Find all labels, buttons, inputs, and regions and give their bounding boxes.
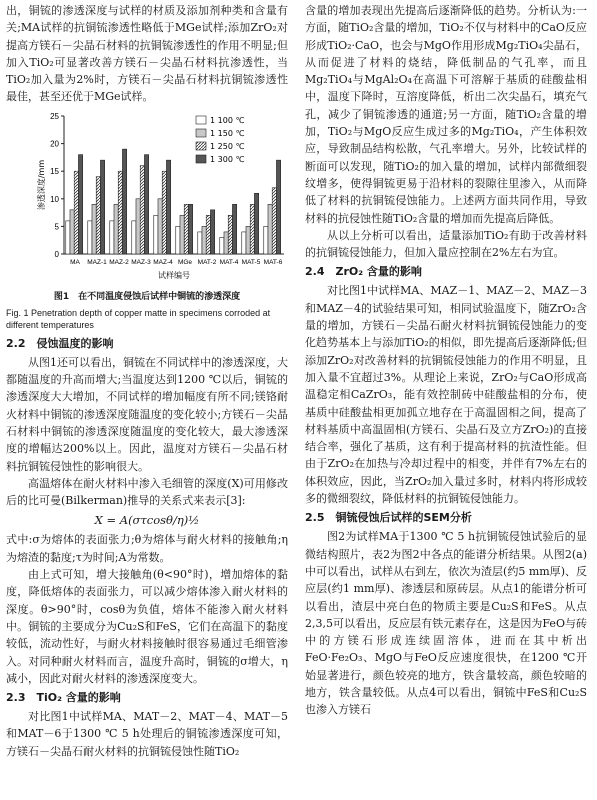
bar bbox=[220, 237, 224, 254]
bar bbox=[70, 210, 74, 254]
bar bbox=[154, 215, 158, 254]
bar bbox=[224, 232, 228, 254]
bar bbox=[184, 204, 188, 254]
bar bbox=[228, 215, 232, 254]
left-column bbox=[6, 2, 288, 760]
y-tick-label: 0 bbox=[54, 249, 59, 259]
bar bbox=[242, 232, 246, 254]
x-tick-label: MAT-4 bbox=[219, 258, 239, 266]
left-paragraph-3: 高温熔体在耐火材料中渗入毛细管的深度(X)可用修改后的比可曼(Bilkerman)推导的关系式来表示[3]: bbox=[6, 476, 288, 508]
bar bbox=[162, 171, 166, 254]
bar bbox=[180, 215, 184, 254]
section-heading-2-2: 2.2 侵蚀温度的影响 bbox=[6, 336, 114, 350]
right-column bbox=[305, 2, 587, 719]
bar bbox=[246, 226, 250, 254]
y-tick-label: 20 bbox=[50, 139, 59, 149]
bar bbox=[122, 149, 126, 254]
x-tick-label: MAT-6 bbox=[263, 258, 283, 266]
bar bbox=[198, 232, 202, 254]
x-tick-label: MAZ-2 bbox=[109, 258, 129, 266]
y-tick-label: 5 bbox=[54, 222, 59, 232]
bar bbox=[210, 210, 214, 254]
capillary-formula: X = A(στcosθ/η)½ bbox=[94, 513, 200, 528]
bar bbox=[188, 204, 192, 254]
bar bbox=[74, 171, 78, 254]
bar bbox=[202, 226, 206, 254]
bar bbox=[206, 215, 210, 254]
right-paragraph-1: 含量的增加表现出先提高后逐渐降低的趋势。分析认为:一方面，随TiO₂含量的增加，TiO₂不仅与材料中的CaO反应形成TiO₂·CaO，也会与MgO作用形成Mg₂TiO₄尖晶石，从而促进了材料的烧结，降低制品的气孔率，而且Mg₂TiO₄与MgAl₂O₄在高温下可溶解于基质的硅酸盐相中，温度下降时，互溶度降低，析出二次尖晶石，填充气孔，减少了铜锍渗透的通道;另一方面，随TiO₂含量的增加，TiO₂与MgO反应生成过多的Mg₂TiO₄，产生体积效应，导致制品结构松散，气孔率增大。另外，比较试样的断面可以发现，随TiO₂的加入量的增加，试样内部微细裂纹增多，使得铜锍更易于沿材料的裂隙往里渗入，从而降低了材料的抗铜锍侵蚀能力。上述两方面共同作用，导致材料的抗侵蚀性随TiO₂含量的增加而先提高后降低。 bbox=[305, 4, 587, 225]
x-axis-label: 试样编号 bbox=[158, 270, 190, 280]
legend-swatch bbox=[196, 155, 206, 163]
x-tick-label: MAT-5 bbox=[241, 258, 261, 266]
legend-label: 1 300 ℃ bbox=[210, 154, 245, 164]
bar bbox=[232, 204, 236, 254]
bar bbox=[144, 154, 148, 253]
right-paragraph-2: 从以上分析可以看出，适量添加TiO₂有助于改善材料的抗铜锍侵蚀能力，但加入量应控制在2%左右为宜。 bbox=[305, 228, 587, 260]
left-paragraph-1: 出，铜锍的渗透深度与试样的材质及添加剂种类和含量有关;MA试样的抗铜锍渗透性略低于MGe试样;添加ZrO₂对提高方镁石－尖晶石材料的抗铜锍渗透性的作用不明显;但加入TiO₂可显著改善方镁石－尖晶石材料抗渗透性，当TiO₂加入量为2%时，方镁石－尖晶石材料抗铜锍渗透性最佳，甚至还优于MGe试样。 bbox=[6, 4, 288, 104]
bar bbox=[100, 160, 104, 254]
figure-caption-cn: 图1 在不同温度侵蚀后试样中铜锍的渗透深度 bbox=[53, 291, 241, 302]
bar bbox=[118, 171, 122, 254]
bar bbox=[92, 204, 96, 254]
legend-swatch bbox=[196, 129, 206, 137]
penetration-depth-chart bbox=[6, 106, 288, 291]
bar bbox=[132, 221, 136, 254]
bar bbox=[88, 221, 92, 254]
bar bbox=[276, 160, 280, 254]
bar bbox=[140, 165, 144, 253]
bar bbox=[114, 204, 118, 254]
legend-swatch bbox=[196, 116, 206, 124]
legend-label: 1 250 ℃ bbox=[210, 141, 245, 151]
bar bbox=[250, 204, 254, 254]
bar bbox=[254, 193, 258, 254]
bar bbox=[78, 154, 82, 253]
legend-label: 1 150 ℃ bbox=[210, 128, 245, 138]
bar bbox=[136, 199, 140, 254]
bar bbox=[158, 199, 162, 254]
bar bbox=[66, 221, 70, 254]
legend-label: 1 100 ℃ bbox=[210, 115, 245, 125]
y-tick-label: 25 bbox=[50, 111, 59, 121]
bar bbox=[96, 177, 100, 254]
figure-1 bbox=[6, 106, 288, 291]
left-paragraph-4: 式中:σ为熔体的表面张力;θ为熔体与耐火材料的接触角;η为熔渣的黏度;τ为时间;A为常数。 bbox=[6, 533, 288, 564]
figure-caption-en: Fig. 1 Penetration depth of copper matte in specimens corroded at different temperatures bbox=[6, 307, 271, 330]
bar bbox=[176, 226, 180, 254]
left-paragraph-6: 对比图1中试样MA、MAT－2、MAT－4、MAT－5和MAT－6于1300 ℃ 5 h处理后的铜锍渗透深度可知，方镁石－尖晶石耐火材料的抗铜锍侵蚀性随TiO₂ bbox=[6, 710, 288, 758]
left-paragraph-5: 由上式可知，增大接触角(θ<90°时)，增加熔体的黏度，降低熔体的表面张力，可以减少熔体渗入耐火材料的深度。θ>90°时，cosθ为负值，熔体不能渗入耐火材料中。铜锍的主要成分为Cu₂S和FeS，它们在高温下的黏度较低，流动性好，与耐火材料接触时很容易通过毛细管渗入。对同种耐火材料而言，温度升高时，铜锍的σ增大，η减小，因此对耐火材料的渗透深度变大。 bbox=[6, 568, 288, 685]
x-tick-label: MAZ-4 bbox=[153, 258, 173, 266]
y-tick-label: 10 bbox=[50, 194, 59, 204]
x-tick-label: MAZ-1 bbox=[87, 258, 107, 266]
x-tick-label: MGe bbox=[177, 258, 193, 266]
legend-swatch bbox=[196, 142, 206, 150]
section-heading-2-4: 2.4 ZrO₂ 含量的影响 bbox=[305, 265, 422, 279]
x-tick-label: MA bbox=[70, 258, 80, 266]
bar bbox=[110, 221, 114, 254]
section-heading-2-5: 2.5 铜锍侵蚀后试样的SEM分析 bbox=[305, 511, 472, 525]
section-heading-2-3: 2.3 TiO₂ 含量的影响 bbox=[6, 691, 121, 705]
right-paragraph-3: 对比图1中试样MA、MAZ－1、MAZ－2、MAZ－3和MAZ－4的试验结果可知，相同试验温度下，随ZrO₂含量的增加，方镁石－尖晶石耐火材料抗铜锍侵蚀能力的变化趋势基本上与添加TiO₂的相似，即先提高后逐渐降低;但添加ZrO₂对改善材料的抗铜锍侵蚀能力的作用不明显，且加入量不宜超过3%。从理论上来说，ZrO₂与CaO形成高温稳定相CaZrO₃，能有效控制砖中硅酸盐相的分布，使基质中硅酸盐相更加孤立地存在于高温固相之间，提高了材料基质中高温固相(方镁石、尖晶石及立方ZrO₂)的直接结合率，强化了基质，这有利于提高材料的抗渣性能。但由于ZrO₂在加热与冷却过程中的相变，并伴有7%左右的体积效应，因此，当ZrO₂加入量过多时，材料内将形成较多的微细裂纹，降低材料的抗铜锍侵蚀能力。 bbox=[305, 284, 587, 506]
x-tick-label: MAZ-3 bbox=[131, 258, 151, 266]
x-tick-label: MAT-2 bbox=[197, 258, 217, 266]
right-paragraph-4: 图2为试样MA于1300 ℃ 5 h抗铜锍侵蚀试验后的显微结构照片，表2为图2中各点的能谱分析结果。从图2(a)中可以看出，试样从右到左，依次为渣层(约5 mm厚)、反应层(约1 mm厚)、渗透层和原砖层。从点1的能谱分析可以看出，渣层中亮白色的物质主要是Cu₂S和FeS。从点2,3,5可以看出，反应层有铁元素存在，这是因为FeO与砖中的方镁石形成连续固溶体，进而在其中析出FeO·Fe₂O₃、MgO与FeO反应速度很快，在1200 ℃开始显著进行，颜色较亮的地方，铁含量较高，颜色较暗的地方，铁含量较低。从点4可以看出，铜锍中FeS和Cu₂S也渗入方镁石 bbox=[305, 530, 587, 717]
bar bbox=[166, 160, 170, 254]
y-axis-label: 渗透深度/mm bbox=[37, 159, 46, 210]
y-tick-label: 15 bbox=[50, 166, 59, 176]
bar bbox=[264, 226, 268, 254]
bar bbox=[268, 204, 272, 254]
bar bbox=[272, 188, 276, 254]
left-paragraph-2: 从图1还可以看出，铜锍在不同试样中的渗透深度，大都随温度的升高而增大;当温度达到1200 ℃以后，铜锍的渗透深度大大增加，不同试样的增加幅度有所不同;镁铬耐火材料中铜锍的渗透深度随温度的变化较小;方镁石－尖晶石材料中铜锍的渗透深度随温度的变化较大，最大渗透深度的增幅达200%以上。因此，温度对方镁石－尖晶石材料抗铜锍侵蚀性的影响很大。 bbox=[6, 355, 288, 473]
